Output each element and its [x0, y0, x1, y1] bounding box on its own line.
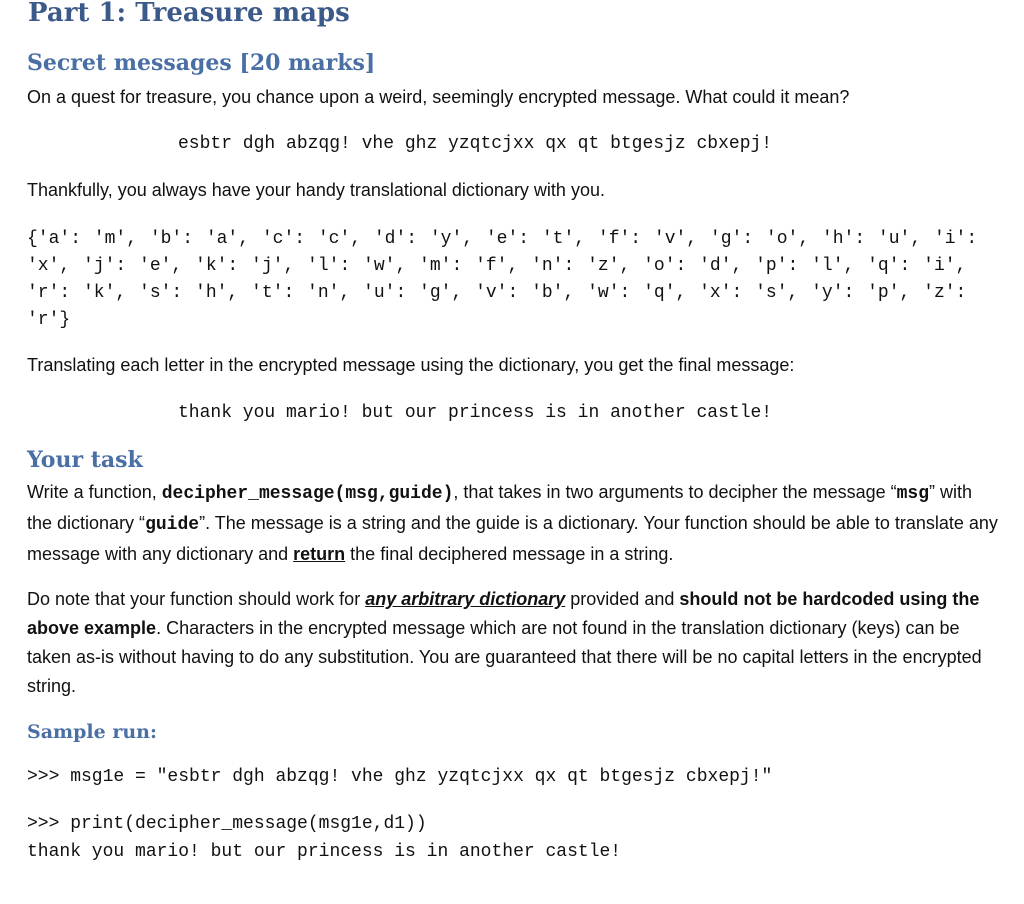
translation-dictionary: {'a': 'm', 'b': 'a', 'c': 'c', 'd': 'y', 'e': 't', 'f': 'v', 'g': 'o', 'h': 'u', 'i': 'x', 'j': 'e', 'k': 'j', 'l': 'w', 'm': 'f', 'n': 'z', 'o': 'd', 'p': 'l', 'q': 'i', 'r': 'k', 's': 'h', 't': 'n', 'u': 'g', 'v': 'b', 'w': 'q', 'x': 's', 'y': 'p', 'z': 'r'}	[27, 229, 978, 330]
sample-run-heading: Sample run:	[27, 721, 157, 743]
intro-paragraph: On a quest for treasure, you chance upon a weird, seemingly encrypted message. What could it mean?	[27, 87, 850, 107]
arbitrary-dictionary-emphasis: any arbitrary dictionary	[365, 589, 566, 609]
dictionary-intro: Thankfully, you always have your handy translational dictionary with you.	[27, 180, 605, 200]
section-heading: Secret messages [20 marks]	[27, 50, 376, 76]
encrypted-message: esbtr dgh abzqg! vhe ghz yzqtcjxx qx qt btgesjz cbxepj!	[178, 134, 773, 154]
decrypted-message: thank you mario! but our princess is in another castle!	[178, 403, 773, 423]
task-text: provided and	[565, 589, 680, 609]
task-text: Do note that your function should work for	[27, 589, 366, 609]
sample-output: thank you mario! but our princess is in another castle!	[27, 842, 622, 862]
sample-line-1: >>> msg1e = "esbtr dgh abzqg! vhe ghz yzqtcjxx qx qt btgesjz cbxepj!"	[27, 767, 773, 787]
translate-intro: Translating each letter in the encrypted message using the dictionary, you get the final message:	[27, 355, 795, 375]
sample-line-2: >>> print(decipher_message(msg1e,d1))	[27, 814, 427, 834]
hardcode-warning: should not be hardcoded using the above example	[27, 589, 980, 638]
page-title: Part 1: Treasure maps	[28, 0, 350, 28]
guide-argument: guide	[145, 515, 200, 535]
task-text: Write a function,	[27, 482, 162, 502]
task-paragraph-1	[27, 478, 1002, 569]
return-keyword: return	[293, 544, 346, 564]
task-text: the final deciphered message in a string.	[345, 544, 674, 564]
task-paragraph-2	[27, 585, 1002, 701]
task-text: , that takes in two arguments to decipher the message “	[453, 482, 897, 502]
task-text: . Characters in the encrypted message which are not found in the translation dictionary (keys) can be taken as-is without having to do any substitution. You are guaranteed that there will be no capital letters in the encrypted string.	[27, 618, 982, 696]
task-text: ” with the dictionary “	[27, 482, 973, 533]
task-text: ”. The message is a string and the guide is a dictionary. Your function should be able to translate any message with any dictionary and	[27, 513, 998, 564]
task-heading: Your task	[27, 447, 143, 473]
msg-argument: msg	[896, 484, 930, 504]
function-signature: decipher_message(msg,guide)	[161, 484, 454, 504]
